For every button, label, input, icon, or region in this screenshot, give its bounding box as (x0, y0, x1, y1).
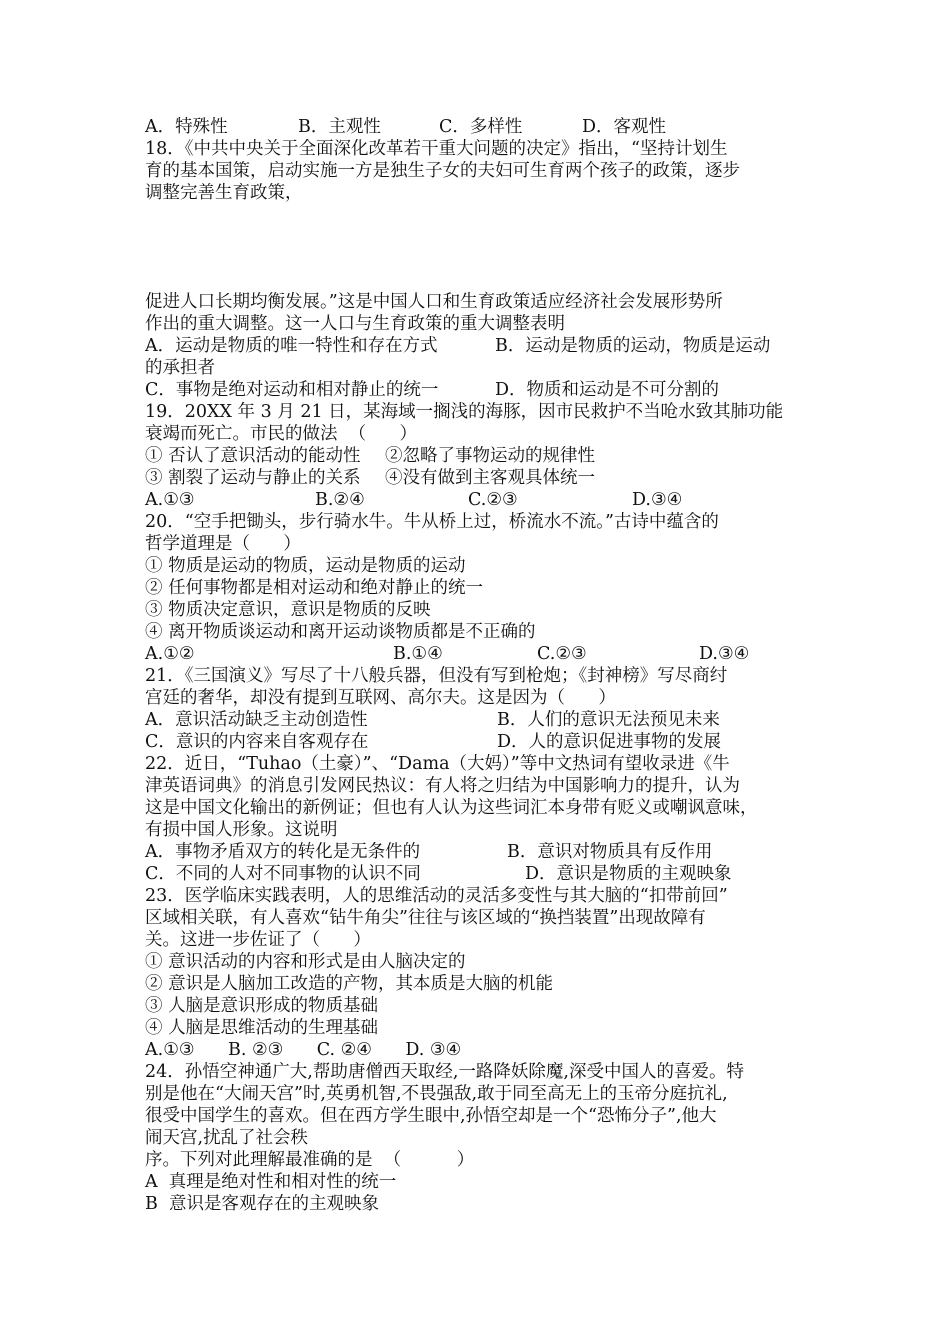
q23-stem-line2: 区域相关联，有人喜欢“钻牛角尖”往往与该区域的“换挡装置”出现故障有 (145, 908, 706, 928)
q23-options[interactable]: A.①③ B. ②③ C. ②④ D. ③④ (145, 1040, 462, 1060)
q23-stem-line3: 关。这进一步佐证了（ ） (145, 930, 371, 950)
q22-option-d[interactable]: D．意识是物质的主观映象 (525, 864, 732, 884)
q20-statement-3: ③ 物质决定意识，意识是物质的反映 (145, 600, 431, 620)
q24-stem-line3: 很受中国学生的喜欢。但在西方学生眼中,孙悟空却是一个“恐怖分子”,他大 (145, 1106, 717, 1126)
q17-option-d[interactable]: D．客观性 (582, 117, 667, 137)
q23-stem-line1: 23．医学临床实践表明，人的思维活动的灵活多变性与其大脑的“扣带前回” (145, 886, 728, 906)
q21-option-c[interactable]: C．意识的内容来自客观存在 (145, 732, 369, 752)
q18-stem-line2: 育的基本国策，启动实施一方是独生子女的夫妇可生育两个孩子的政策，逐步 (145, 161, 740, 181)
q22-stem-line1: 22．近日，“Tuhao（土豪）”、“Dama（大妈）”等中文热词有望收录进《牛 (145, 754, 730, 774)
q19-option-c[interactable]: C.②③ (468, 490, 518, 510)
q18-stem-line1: 18．《中共中央关于全面深化改革若干重大问题的决定》指出，“坚持计划生 (145, 139, 728, 159)
q19-stem-line1: 19．20XX 年 3 月 21 日，某海域一搁浅的海豚，因市民救护不当呛水致其肺功能 (145, 402, 784, 422)
q23-statement-1: ① 意识活动的内容和形式是由人脑决定的 (145, 952, 466, 972)
q19-statement-1: ① 否认了意识活动的能动性 (145, 446, 361, 466)
q22-option-c[interactable]: C．不同的人对不同事物的认识不同 (145, 864, 421, 884)
q17-option-b[interactable]: B．主观性 (298, 117, 381, 137)
q21-stem-line2: 宫廷的奢华，却没有提到互联网、高尔夫。这是因为（ ） (145, 688, 616, 708)
q24-stem-line1: 24．孙悟空神通广大,帮助唐僧西天取经,一路降妖除魔,深受中国人的喜爱。特 (145, 1062, 744, 1082)
q18-option-d[interactable]: D．物质和运动是不可分割的 (495, 380, 720, 400)
q18-stem-line5: 作出的重大调整。这一人口与生育政策的重大调整表明 (145, 314, 565, 334)
q23-statement-3: ③ 人脑是意识形成的物质基础 (145, 996, 379, 1016)
q20-option-b[interactable]: B.①④ (393, 644, 443, 664)
q21-option-b[interactable]: B．人们的意识无法预见未来 (497, 710, 720, 730)
q19-option-d[interactable]: D.③④ (632, 490, 683, 510)
q20-statement-4: ④ 离开物质谈运动和离开运动谈物质都是不正确的 (145, 622, 536, 642)
q20-statement-2: ② 任何事物都是相对运动和绝对静止的统一 (145, 578, 484, 598)
q19-statement-3: ③ 割裂了运动与静止的关系 (145, 468, 361, 488)
q20-stem-line2: 哲学道理是（ ） (145, 534, 301, 554)
q24-option-b[interactable]: B 意识是客观存在的主观映象 (145, 1194, 379, 1214)
q23-statement-2: ② 意识是人脑加工改造的产物，其本质是大脑的机能 (145, 974, 554, 994)
q20-statement-1: ① 物质是运动的物质，运动是物质的运动 (145, 556, 466, 576)
q19-stem-line2: 衰竭而死亡。市民的做法 （ ） (145, 424, 418, 444)
q22-stem-line2: 津英语词典》的消息引发网民热议：有人将之归结为中国影响力的提升，认为 (145, 776, 740, 796)
q22-stem-line4: 有损中国人形象。这说明 (145, 820, 338, 840)
q20-stem-line1: 20．“空手把锄头，步行骑水牛。牛从桥上过，桥流水不流。”古诗中蕴含的 (145, 512, 719, 532)
q21-stem-line1: 21．《三国演义》写尽了十八般兵器，但没有写到枪炮；《封神榜》写尽商纣 (145, 666, 728, 686)
q18-option-b-cont: 的承担者 (145, 358, 215, 378)
q24-stem-line5: 序。下列对此理解最准确的是 （ ） (145, 1150, 475, 1170)
q24-stem-line2: 别是他在“大闹天宫”时,英勇机智,不畏强敌,敢于同至高无上的玉帝分庭抗礼, (145, 1084, 728, 1104)
q18-option-a[interactable]: A．运动是物质的唯一特性和存在方式 (145, 336, 438, 356)
q23-statement-4: ④ 人脑是思维活动的生理基础 (145, 1018, 379, 1038)
q20-option-c[interactable]: C.②③ (537, 644, 587, 664)
q19-option-b[interactable]: B.②④ (315, 490, 365, 510)
q24-option-a[interactable]: A 真理是绝对性和相对性的统一 (145, 1172, 397, 1192)
q18-option-b[interactable]: B．运动是物质的运动，物质是运动 (495, 336, 771, 356)
q22-option-b[interactable]: B．意识对物质具有反作用 (507, 842, 713, 862)
q20-option-d[interactable]: D.③④ (699, 644, 750, 664)
q24-stem-line4: 闹天宫,扰乱了社会秩 (145, 1128, 309, 1148)
q20-option-a[interactable]: A.①② (145, 644, 195, 664)
q21-option-d[interactable]: D．人的意识促进事物的发展 (497, 732, 722, 752)
q18-stem-line3: 调整完善生育政策， (145, 183, 303, 203)
q22-stem-line3: 这是中国文化输出的新例证；但也有人认为这些词汇本身带有贬义或嘲讽意味， (145, 798, 758, 818)
q19-statement-4: ④没有做到主客观具体统一 (385, 468, 595, 488)
q17-option-a[interactable]: A．特殊性 (145, 117, 228, 137)
q18-option-c[interactable]: C．事物是绝对运动和相对静止的统一 (145, 380, 439, 400)
q19-option-a[interactable]: A.①③ (145, 490, 195, 510)
q17-option-c[interactable]: C．多样性 (439, 117, 523, 137)
q22-option-a[interactable]: A．事物矛盾双方的转化是无条件的 (145, 842, 421, 862)
q21-option-a[interactable]: A．意识活动缺乏主动创造性 (145, 710, 368, 730)
q18-stem-line4: 促进人口长期均衡发展。”这是中国人口和生育政策适应经济社会发展形势所 (145, 292, 723, 312)
q19-statement-2: ②忽略了事物运动的规律性 (385, 446, 595, 466)
